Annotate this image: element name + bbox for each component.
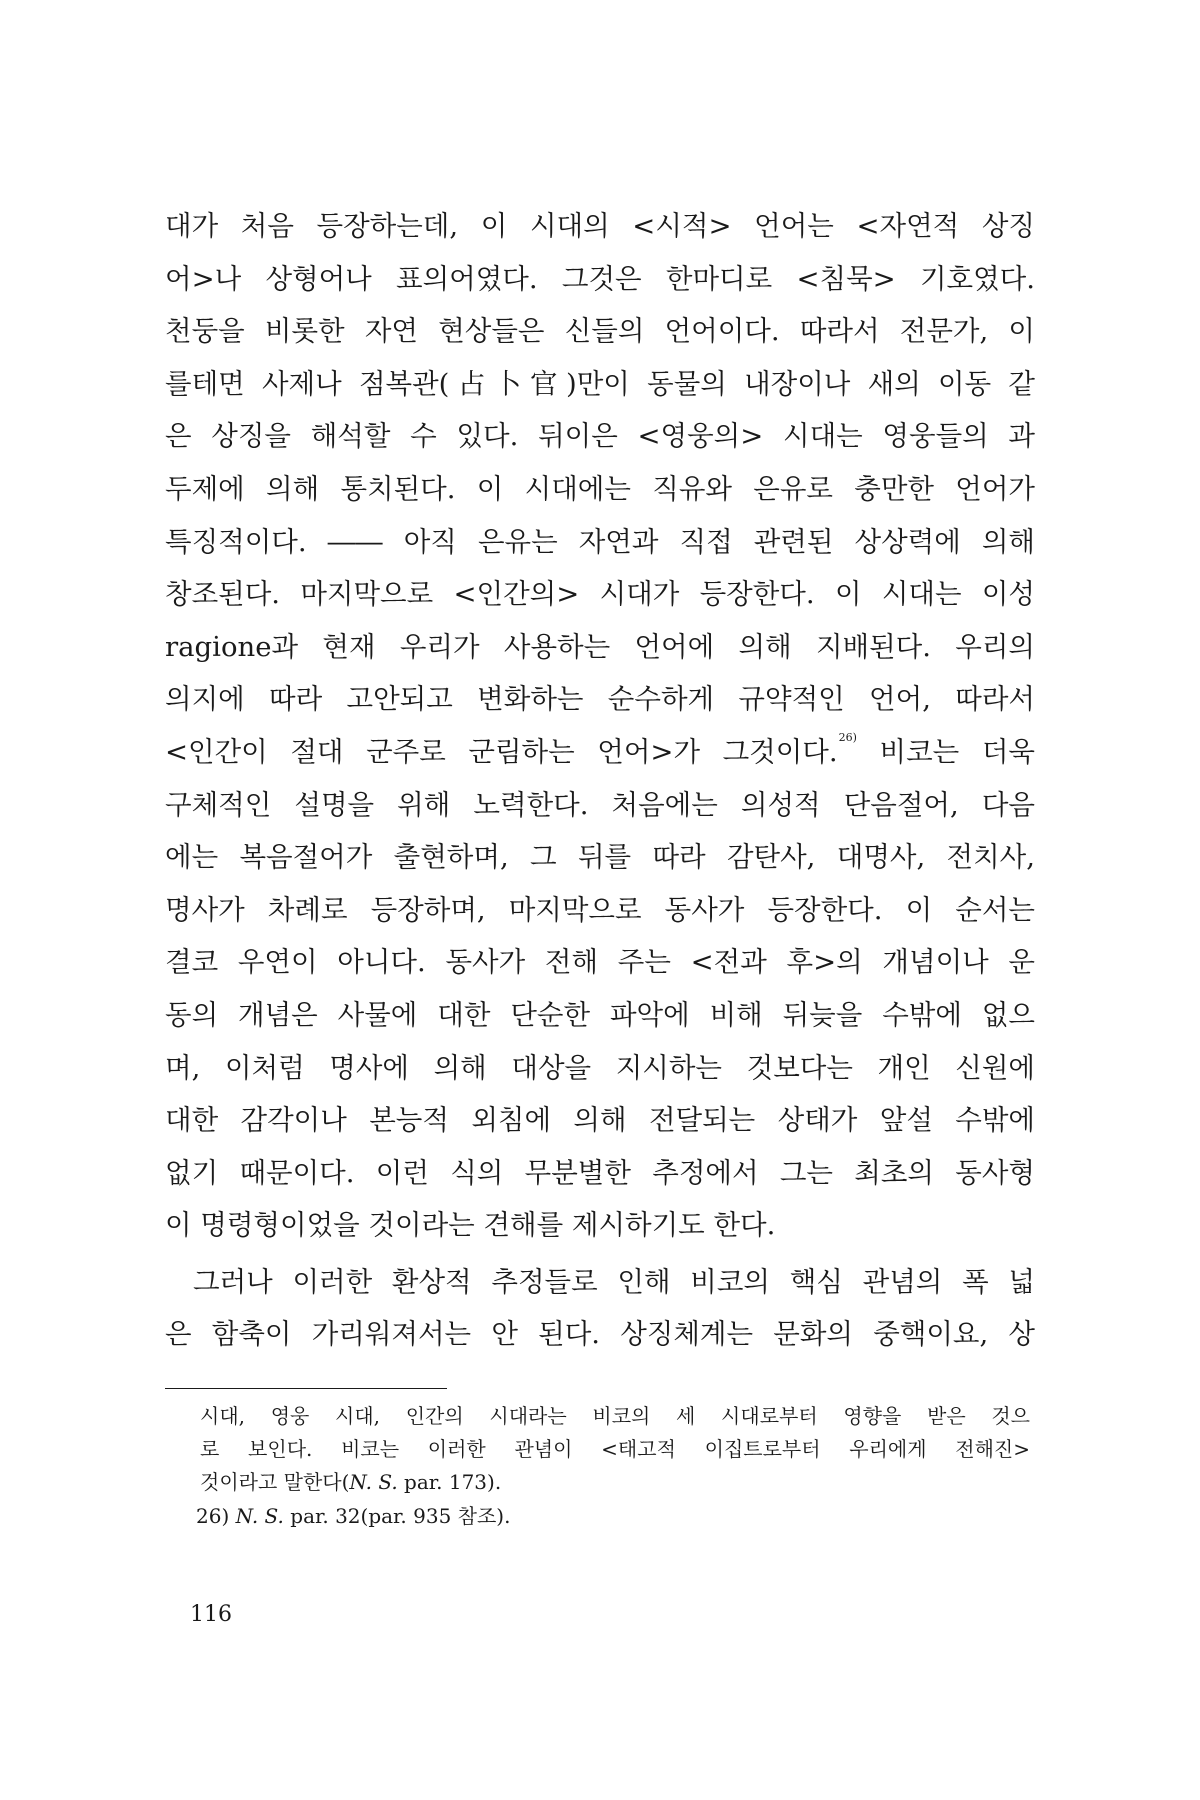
text-line-with-footnote-ref [165,726,1035,779]
footnotes [196,1400,1030,1533]
text-line: 천둥을 비롯한 자연 현상들은 신들의 언어이다. 따라서 전문가, 이 [165,315,1035,348]
footnote-divider [165,1388,447,1389]
text-line: 대한 감각이나 본능적 외침에 의해 전달되는 상태가 앞설 수밖에 [165,1104,1035,1137]
text-line: 대가 처음 등장하는데, 이 시대의 <시적> 언어는 <자연적 상징 [165,210,1035,242]
text-line: 이 명령형이었을 것이라는 견해를 제시하기도 한다. [165,1209,776,1242]
text-line: 며, 이처럼 명사에 의해 대상을 지시하는 것보다는 개인 신원에 [165,1051,1035,1084]
text-line: 은 상징을 해석할 수 있다. 뒤이은 <영웅의> 시대는 영웅들의 과 [165,420,1035,453]
text-line: 은 함축이 가리워져서는 안 된다. 상징체계는 문화의 중핵이요, 상 [165,1318,1035,1351]
text-line: ragione과 현재 우리가 사용하는 언어에 의해 지배된다. 우리의 [165,630,1035,663]
text-line: 를테면 사제나 점복관(占卜官)만이 동물의 내장이나 새의 이동 같 [165,367,1035,400]
text-line: 결코 우연이 아니다. 동사가 전해 주는 <전과 후>의 개념이나 운 [165,946,1035,979]
text-line: 어>나 상형어나 표의어였다. 그것은 한마디로 <침묵> 기호였다. [165,262,1035,295]
footnote-text: par. 32(par. 935 참조). [283,1504,511,1528]
footnote-number: 26) [196,1504,230,1528]
footnote-text: par. 173). [397,1470,502,1494]
footnote-abbrev: N. S. [235,1504,284,1528]
footnote-line: 시대, 영웅 시대, 인간의 시대라는 비코의 세 시대로부터 영향을 받은 것으 [200,1404,1030,1428]
footnote-abbrev: N. S. [349,1470,398,1494]
footnote-26 [196,1499,1030,1533]
page-number: 116 [190,1602,232,1627]
text-line: 없기 때문이다. 이런 식의 무분별한 추정에서 그는 최초의 동사형 [165,1156,1035,1189]
text-line: 구체적인 설명을 위해 노력한다. 처음에는 의성적 단음절어, 다음 [165,788,1035,821]
text-line: 의지에 따라 고안되고 변화하는 순수하게 규약적인 언어, 따라서 [165,683,1035,716]
footnote-ref-26[interactable]: 26) [838,730,857,744]
text-line: 특징적이다. ―― 아직 은유는 자연과 직접 관련된 상상력에 의해 [165,525,1035,558]
text-line: 명사가 차례로 등장하며, 마지막으로 동사가 등장한다. 이 순서는 [165,893,1035,926]
text-segment: <인간이 절대 군주로 군림하는 언어>가 그것이다. [165,735,838,768]
text-line: 동의 개념은 사물에 대한 단순한 파악에 비해 뒤늦을 수밖에 없으 [165,998,1035,1031]
footnote-line [200,1466,1030,1499]
text-line: 두제에 의해 통치된다. 이 시대에는 직유와 은유로 충만한 언어가 [165,472,1035,505]
text-line: 창조된다. 마지막으로 <인간의> 시대가 등장한다. 이 시대는 이성 [165,578,1035,611]
footnote-text: 것이라고 말한다( [200,1470,350,1494]
text-segment: 비코는 더욱 [879,735,1035,768]
footnote-line: 로 보인다. 비코는 이러한 관념이 <태고적 이집트로부터 우리에게 전해진> [200,1437,1030,1461]
text-line: 에는 복음절어가 출현하며, 그 뒤를 따라 감탄사, 대명사, 전치사, [165,841,1035,874]
body-text [165,200,1035,1361]
text-line: 그러나 이러한 환상적 추정들로 인해 비코의 핵심 관념의 폭 넓 [193,1265,1035,1298]
